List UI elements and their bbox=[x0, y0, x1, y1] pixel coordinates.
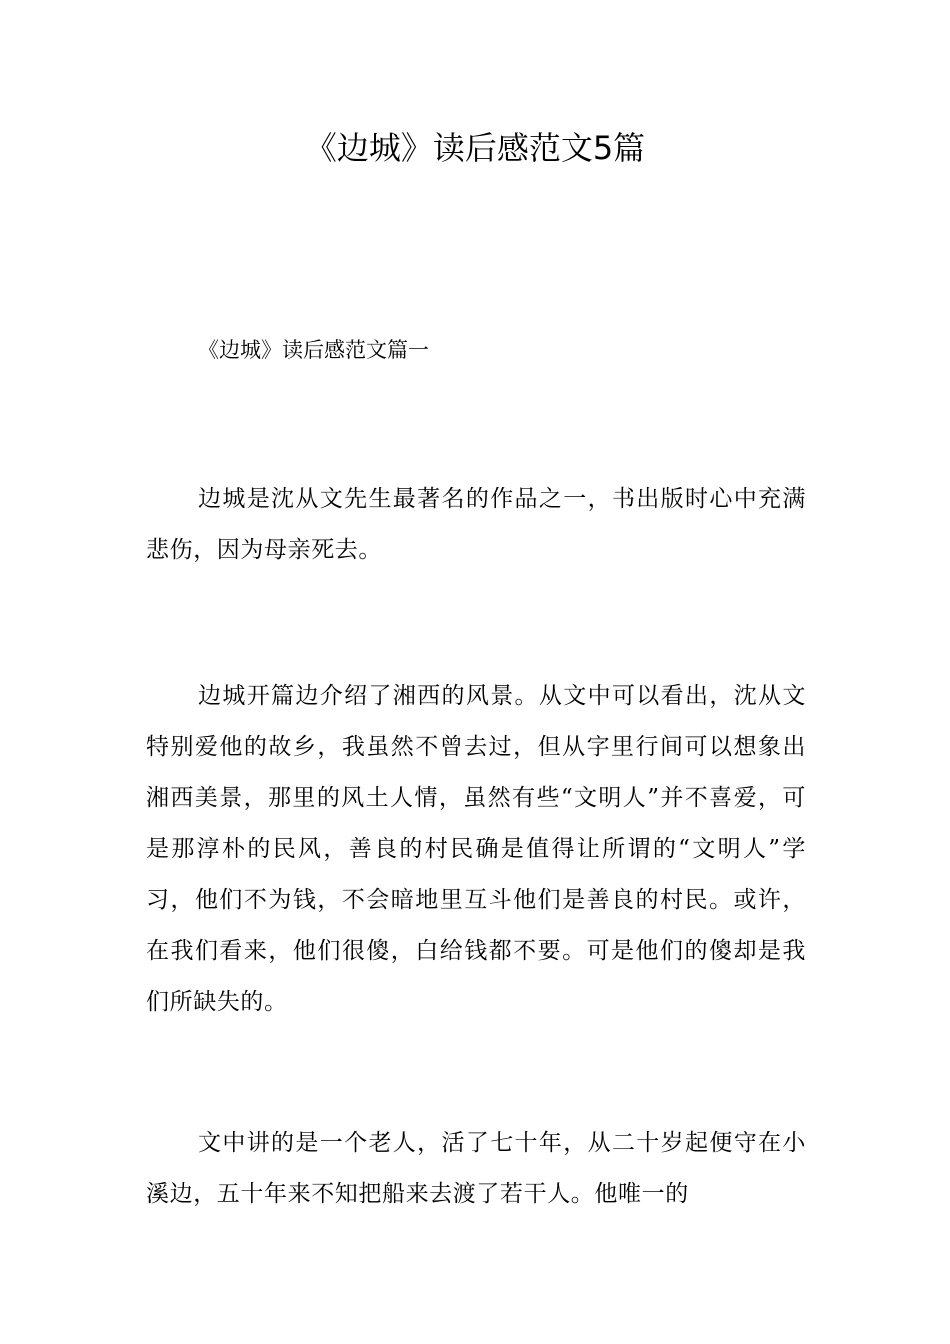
document-title: 《边城》读后感范文5篇 bbox=[304, 129, 646, 167]
section-heading: 《边城》读后感范文篇一 bbox=[198, 338, 429, 362]
paragraph: 边城是沈从文先生最著名的作品之一，书出版时心中充满悲伤，因为母亲死去。 bbox=[146, 486, 806, 563]
paragraph: 边城开篇边介绍了湘西的风景。从文中可以看出，沈从文特别爱他的故乡，我虽然不曾去过，但从字里行间可以想象出湘西美景，那里的风土人情，虽然有些“文明人”并不喜爱，可是那淳朴的民风，善良的村民确是值得让所谓的“文明人”学习，他们不为钱，不会暗地里互斗他们是善良的村民。或许，在我们看来，他们很傻，白给钱都不要。可是他们的傻却是我们所缺失的。 bbox=[146, 683, 806, 1015]
paragraph: 文中讲的是一个老人，活了七十年，从二十岁起便守在小溪边，五十年来不知把船来去渡了若干人。他唯一的 bbox=[146, 1130, 806, 1207]
